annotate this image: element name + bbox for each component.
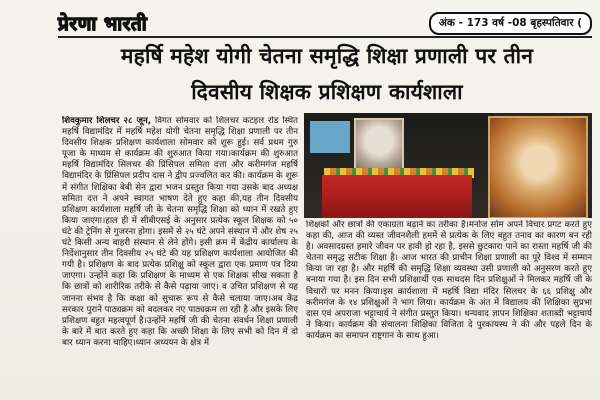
newspaper-brand: प्रेरणा भारती — [58, 13, 148, 35]
masthead-rule — [58, 36, 592, 38]
event-photo — [304, 113, 592, 218]
issue-info: अंक - 173 वर्ष -08 बृहस्पतिवार ( — [429, 12, 592, 35]
article-text-left: विगत सोमवार को शिलचर कटहल रोड स्थित महर्षि विद्यामंदिर में महर्षि महेश योगी चेतना समृद्धि शिक्षा प्रणाली पर तीन दिवसीय शिक्षक प्रशिक्षण कार्यशाला सोमवार को शुरू हुई। सर्व प्रथम गुरु पूजा के माध्यम से कार्यक्रम की शुरुआत किया गया।कार्यक्रम की शुरुआत महर्षि विद्यामंदिर सिलचर की प्रिंसिपल समिता दत्ता और करीमगंज महर्षि विद्यामंदिर के प्रिंसिपल प्रदीप दास ने द्वीप प्रज्वलित कर की। कार्यक्रम के शुरू में संगीत शिक्षिका बेबी सेन द्वारा भजन प्रस्तुत किया गया उसके बाद अध्यक्ष समिता दत्त ने अपने स्वागत भाषण देते हुए कहा की,यह तीन दिवसीय प्रशिक्षण कार्यशाला महर्षि जी के चेतना समृद्धि शिक्षा को ध्यान में रखते हुए किया जाएगा।हाल ही में सीबीएसई के अनुसार प्रत्येक स्कूल शिक्षक को ५० घंटे की ट्रेनिंग से गुजरना होगा। इसमें से २५ घंटे अपने संस्थान में और शेष २५ घंटे किसी अन्य बाहरी संस्थान से लेने होंगे। इसी क्रम में केंद्रीय कार्यालय के निर्देशानुसार तीन दिवसीय २५ घंटे की यह प्रशिक्षण कार्यशाला आयोजित की गयी है। प्रशिक्षण के बाद प्रत्येक प्रशिक्षु को स्कूल द्वारा एक प्रमाण पत्र दिया जाएगा। उन्होंने कहा कि प्रशिक्षण के माध्यम से एक शिक्षक सीख सकता है कि छात्रों को शारीरिक तरीके से कैसे पढ़ाया जाए। व उचित प्रशिक्षण से यह जानना संभव है कि कक्षा को सुचारू रूप से कैसे चलाया जाए।अब केंद्र सरकार पुराने पाठ्यक्रम को बदलकर नए पाठ्यक्रम ला रही है और इसके लिए प्रशिक्षण बहुत महत्वपूर्ण है।उन्होंने महर्षि जी की चेतना संवर्धन शिक्षा प्रणाली के बारे में बात करते हुए कहा कि अच्छी शिक्षा के लिए सभी को दिन में दो बार ध्यान करना चाहिए।ध्यान अध्ययन के क्षेत्र में — [62, 116, 298, 348]
headline-line-2: दिवसीय शिक्षक प्रशिक्षण कार्यशाला — [191, 80, 463, 104]
article-column-left — [62, 116, 298, 398]
masthead — [58, 10, 600, 34]
framed-portrait — [354, 118, 404, 174]
dateline: शिवकुमार शिलचर २८ जून, — [62, 116, 152, 126]
headline-line-1: महर्षि महेश योगी चेतना समृद्धि शिक्षा प्रणाली पर तीन — [120, 44, 534, 68]
article-column-right: शिक्षकों और छात्रों की एकाग्रता बढ़ाने का तरीका है।मनोज सोम अपने विचार प्रगट करते हुए कहा की, आज की व्यस्त जीवनशैली हममें से प्रत्येक के लिए बहुत तनाव का कारण बन रही है। अवसादग्रस्त हमारे जीवन पर हावी हो रहा है, इससे छुटकारा पाने का रास्ता महर्षि जी की चेतना समृद्ध सटीक शिक्षा है। आज भारत की प्राचीन शिक्षा प्रणाली का पूरे विश्व में सम्मान किया जा रहा है। और महर्षि की समृद्धि शिक्षा व्यवस्था उसी प्रणाली को अनुसरण करते हुए बनाया गया है। इस दिन सभी प्रशिक्षार्थी एक साथदस दिन प्रशिक्षुओं ने मिलकर महर्षि जी के विचारों पर मनन किया।इस कार्यशाला में महर्षि विद्या मंदिर सिलचर के ६६ प्रशिक्षु और करीमगंज के १४ प्रशिक्षुओं ने भाग लिया। कार्यक्रम के अंत में विद्यालय की शिक्षिका सुप्रभा दास एवं अपराजा भट्टाचार्य ने संगीत प्रस्तुत किया। धन्यवाद ज्ञापन शिक्षिका शताब्दी भट्टाचार्य ने किया। कार्यक्रम की संचालना शिक्षिका विजिता दे पुरकायस्थ ने की और पहले दिन के कार्यक्रम का समापन राष्ट्रगान के साथ हुआ। — [306, 220, 592, 341]
decorated-table — [322, 175, 472, 218]
portrait-inset — [488, 116, 588, 218]
photo-banner — [310, 121, 350, 153]
